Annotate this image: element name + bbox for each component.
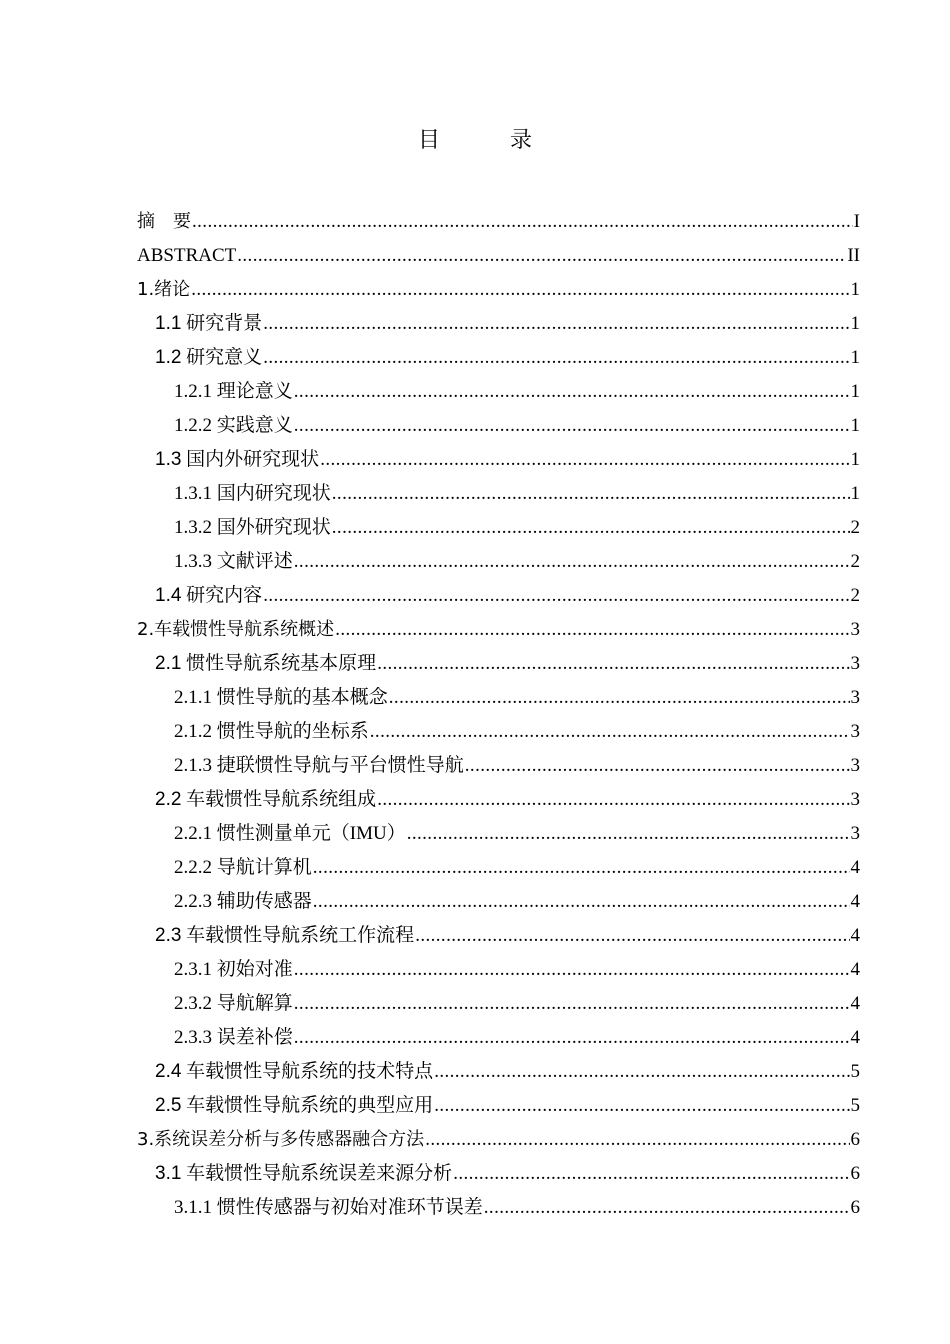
- toc-entry-number: 1.3: [155, 449, 182, 470]
- toc-dot-leader: [263, 307, 849, 341]
- toc-entry-label: [174, 817, 406, 851]
- toc-dot-leader: [263, 341, 849, 375]
- toc-entry-label: [174, 715, 369, 749]
- toc-dot-leader: [294, 1021, 850, 1055]
- toc-entry-label: [174, 409, 293, 443]
- toc-entry-text: 惯性测量单元（IMU）: [212, 823, 406, 844]
- toc-dot-leader: [389, 681, 850, 715]
- toc-entry-label: [174, 987, 293, 1021]
- toc-page-number: 1: [850, 415, 860, 436]
- toc-entry-label: [174, 511, 331, 545]
- toc-page-number: 3: [850, 823, 860, 844]
- toc-entry[interactable]: [137, 443, 860, 477]
- toc-entry-text: 国内外研究现状: [181, 449, 320, 470]
- toc-entry[interactable]: [137, 375, 860, 409]
- toc-entry-number: 1.4: [155, 585, 182, 606]
- toc-dot-leader: [313, 885, 850, 919]
- toc-entry-text: 实践意义: [212, 415, 293, 436]
- toc-entry-text: 车载惯性导航系统的典型应用: [181, 1095, 434, 1116]
- toc-entry-number: 2.5: [155, 1095, 182, 1116]
- toc-entry-number: 2.2.2: [174, 857, 212, 878]
- toc-entry-text: 导航解算: [212, 993, 293, 1014]
- toc-entry-text: 1.绪论: [137, 279, 191, 300]
- toc-entry[interactable]: [137, 1021, 860, 1055]
- toc-entry-label: [155, 443, 319, 477]
- toc-page-number: 1: [850, 347, 860, 368]
- toc-entry-number: 2.3.1: [174, 959, 212, 980]
- toc-entry-number: 2.2: [155, 789, 182, 810]
- toc-entry-number: 2.4: [155, 1061, 182, 1082]
- toc-dot-leader: [263, 579, 849, 613]
- toc-page-number: 3: [850, 619, 860, 640]
- toc-page-number: 1: [850, 449, 860, 470]
- toc-entry-number: 2.2.1: [174, 823, 212, 844]
- toc-entry[interactable]: [137, 715, 860, 749]
- toc-entry-number: 1.2: [155, 347, 182, 368]
- toc-entry-text: 捷联惯性导航与平台惯性导航: [212, 755, 464, 776]
- toc-entry-number: 2.2.3: [174, 891, 212, 912]
- toc-page-number: 4: [850, 857, 860, 878]
- toc-entry-text: 研究背景: [181, 313, 263, 334]
- toc-page-number: 4: [850, 993, 860, 1014]
- toc-entry-text: 惯性传感器与初始对准环节误差: [212, 1197, 483, 1218]
- toc-entry[interactable]: [137, 511, 860, 545]
- toc-entry-text: 研究意义: [181, 347, 263, 368]
- toc-entry-text: 辅助传感器: [212, 891, 312, 912]
- toc-entry-text: 2.车载惯性导航系统概述: [137, 619, 335, 640]
- toc-page-number: 5: [850, 1095, 860, 1116]
- toc-page-number: 3: [850, 653, 860, 674]
- toc-entry[interactable]: [137, 647, 860, 681]
- toc-entry-text: 误差补偿: [212, 1027, 293, 1048]
- toc-entry[interactable]: [137, 1191, 860, 1225]
- toc-entry[interactable]: [137, 851, 860, 885]
- toc-entry-label: [174, 953, 293, 987]
- toc-dot-leader: [407, 817, 850, 851]
- toc-entry-number: 1.1: [155, 313, 182, 334]
- toc-page-number: 5: [850, 1061, 860, 1082]
- toc-entry[interactable]: [137, 783, 860, 817]
- toc-dot-leader: [484, 1191, 850, 1225]
- toc-dot-leader: [377, 647, 849, 681]
- toc-page-number: 1: [850, 313, 860, 334]
- toc-entry-label: [137, 205, 191, 239]
- page-title: 目 录: [417, 128, 556, 153]
- toc-dot-leader: [335, 613, 849, 647]
- toc-entry[interactable]: [137, 239, 860, 273]
- toc-entry-label: [155, 307, 262, 341]
- toc-entry[interactable]: [137, 273, 860, 307]
- toc-page-number: 4: [850, 1027, 860, 1048]
- toc-entry-label: [174, 545, 293, 579]
- toc-entry-text: 导航计算机: [212, 857, 312, 878]
- toc-entry-label: [155, 1157, 452, 1191]
- toc-entry-label: [155, 1089, 433, 1123]
- toc-entry[interactable]: [137, 341, 860, 375]
- toc-entry[interactable]: [137, 681, 860, 715]
- toc-entry-label: [137, 273, 190, 307]
- toc-entry-number: 3.1.1: [174, 1197, 212, 1218]
- toc-dot-leader: [237, 239, 846, 273]
- toc-page-number: 2: [850, 551, 860, 572]
- toc-dot-leader: [425, 1123, 849, 1157]
- toc-entry-text: 惯性导航的坐标系: [212, 721, 369, 742]
- toc-dot-leader: [434, 1089, 849, 1123]
- toc-entry-number: 2.3.2: [174, 993, 212, 1014]
- toc-page-number: 3: [850, 721, 860, 742]
- toc-page-number: 2: [850, 585, 860, 606]
- toc-dot-leader: [332, 477, 850, 511]
- toc-entry[interactable]: [137, 885, 860, 919]
- toc-entry-text: 车载惯性导航系统工作流程: [181, 925, 415, 946]
- toc-page-number: 1: [850, 483, 860, 504]
- toc-entry-text: 理论意义: [212, 381, 293, 402]
- toc-dot-leader: [294, 545, 850, 579]
- toc-dot-leader: [453, 1157, 849, 1191]
- toc-entry-number: 1.2.1: [174, 381, 212, 402]
- toc-page-number: 6: [850, 1129, 860, 1150]
- toc-page-number: 6: [850, 1197, 860, 1218]
- toc-page-number: II: [847, 245, 860, 266]
- table-of-contents: [137, 205, 860, 1225]
- toc-entry[interactable]: [137, 1055, 860, 1089]
- toc-entry-text: ABSTRACT: [137, 245, 237, 266]
- toc-entry-label: [155, 341, 262, 375]
- toc-page-number: I: [853, 211, 860, 232]
- toc-dot-leader: [415, 919, 849, 953]
- toc-dot-leader: [377, 783, 849, 817]
- toc-entry[interactable]: [137, 307, 860, 341]
- toc-dot-leader: [332, 511, 850, 545]
- toc-entry-text: 车载惯性导航系统的技术特点: [181, 1061, 434, 1082]
- toc-entry-number: 2.1.2: [174, 721, 212, 742]
- toc-entry-label: [174, 681, 388, 715]
- toc-entry-number: 2.1: [155, 653, 182, 674]
- toc-entry-label: [174, 851, 312, 885]
- toc-entry[interactable]: [137, 953, 860, 987]
- toc-entry-label: [155, 579, 262, 613]
- toc-entry-number: 2.3: [155, 925, 182, 946]
- toc-entry-number: 3.1: [155, 1163, 182, 1184]
- toc-entry-label: [137, 239, 236, 273]
- toc-entry-text: 惯性导航系统基本原理: [181, 653, 377, 674]
- toc-page-number: 6: [850, 1163, 860, 1184]
- toc-entry[interactable]: [137, 1123, 860, 1157]
- toc-entry-label: [155, 647, 376, 681]
- toc-page-number: 3: [850, 755, 860, 776]
- toc-entry[interactable]: [137, 919, 860, 953]
- toc-dot-leader: [294, 409, 850, 443]
- toc-entry-label: [174, 1191, 483, 1225]
- toc-entry[interactable]: [137, 1089, 860, 1123]
- toc-entry-label: [155, 919, 414, 953]
- toc-entry[interactable]: [137, 817, 860, 851]
- toc-entry-number: 1.3.2: [174, 517, 212, 538]
- toc-entry-number: 1.3.3: [174, 551, 212, 572]
- toc-entry[interactable]: [137, 613, 860, 647]
- toc-dot-leader: [192, 205, 853, 239]
- toc-dot-leader: [294, 375, 850, 409]
- toc-page-number: 4: [850, 959, 860, 980]
- toc-entry-text: 文献评述: [212, 551, 293, 572]
- toc-dot-leader: [294, 953, 850, 987]
- toc-entry[interactable]: [137, 579, 860, 613]
- toc-entry[interactable]: [137, 545, 860, 579]
- toc-entry[interactable]: [137, 749, 860, 783]
- toc-dot-leader: [465, 749, 850, 783]
- toc-entry-label: [155, 783, 376, 817]
- toc-entry-text: 国外研究现状: [212, 517, 331, 538]
- toc-entry-text: 研究内容: [181, 585, 263, 606]
- toc-entry-text: 惯性导航的基本概念: [212, 687, 388, 708]
- toc-entry-label: [174, 885, 312, 919]
- toc-entry-text: 车载惯性导航系统组成: [181, 789, 377, 810]
- toc-entry-number: 2.3.3: [174, 1027, 212, 1048]
- toc-page-number: 4: [850, 925, 860, 946]
- toc-entry-number: 2.1.3: [174, 755, 212, 776]
- toc-entry[interactable]: [137, 409, 860, 443]
- toc-entry-label: [174, 477, 331, 511]
- toc-page-number: 4: [850, 891, 860, 912]
- toc-dot-leader: [294, 987, 850, 1021]
- toc-entry-text: 初始对准: [212, 959, 293, 980]
- toc-page-number: 1: [850, 279, 860, 300]
- toc-dot-leader: [434, 1055, 849, 1089]
- toc-page-number: 3: [850, 789, 860, 810]
- toc-entry-text: 车载惯性导航系统误差来源分析: [181, 1163, 453, 1184]
- toc-entry-text: 摘 要: [137, 211, 191, 232]
- toc-entry[interactable]: [137, 477, 860, 511]
- toc-dot-leader: [370, 715, 850, 749]
- toc-entry-label: [174, 1021, 293, 1055]
- toc-entry-number: 1.2.2: [174, 415, 212, 436]
- toc-entry[interactable]: [137, 987, 860, 1021]
- toc-entry-label: [137, 1123, 424, 1157]
- toc-page-number: 1: [850, 381, 860, 402]
- toc-entry-number: 1.3.1: [174, 483, 212, 504]
- toc-page-number: 2: [850, 517, 860, 538]
- toc-entry[interactable]: [137, 1157, 860, 1191]
- toc-page-number: 3: [850, 687, 860, 708]
- toc-entry-label: [174, 375, 293, 409]
- toc-dot-leader: [191, 273, 849, 307]
- toc-entry-label: [155, 1055, 433, 1089]
- toc-entry-label: [137, 613, 334, 647]
- toc-dot-leader: [313, 851, 850, 885]
- toc-entry-text: 国内研究现状: [212, 483, 331, 504]
- toc-entry[interactable]: [137, 205, 860, 239]
- toc-entry-text: 3.系统误差分析与多传感器融合方法: [137, 1129, 425, 1150]
- toc-entry-label: [174, 749, 464, 783]
- toc-dot-leader: [320, 443, 849, 477]
- toc-entry-number: 2.1.1: [174, 687, 212, 708]
